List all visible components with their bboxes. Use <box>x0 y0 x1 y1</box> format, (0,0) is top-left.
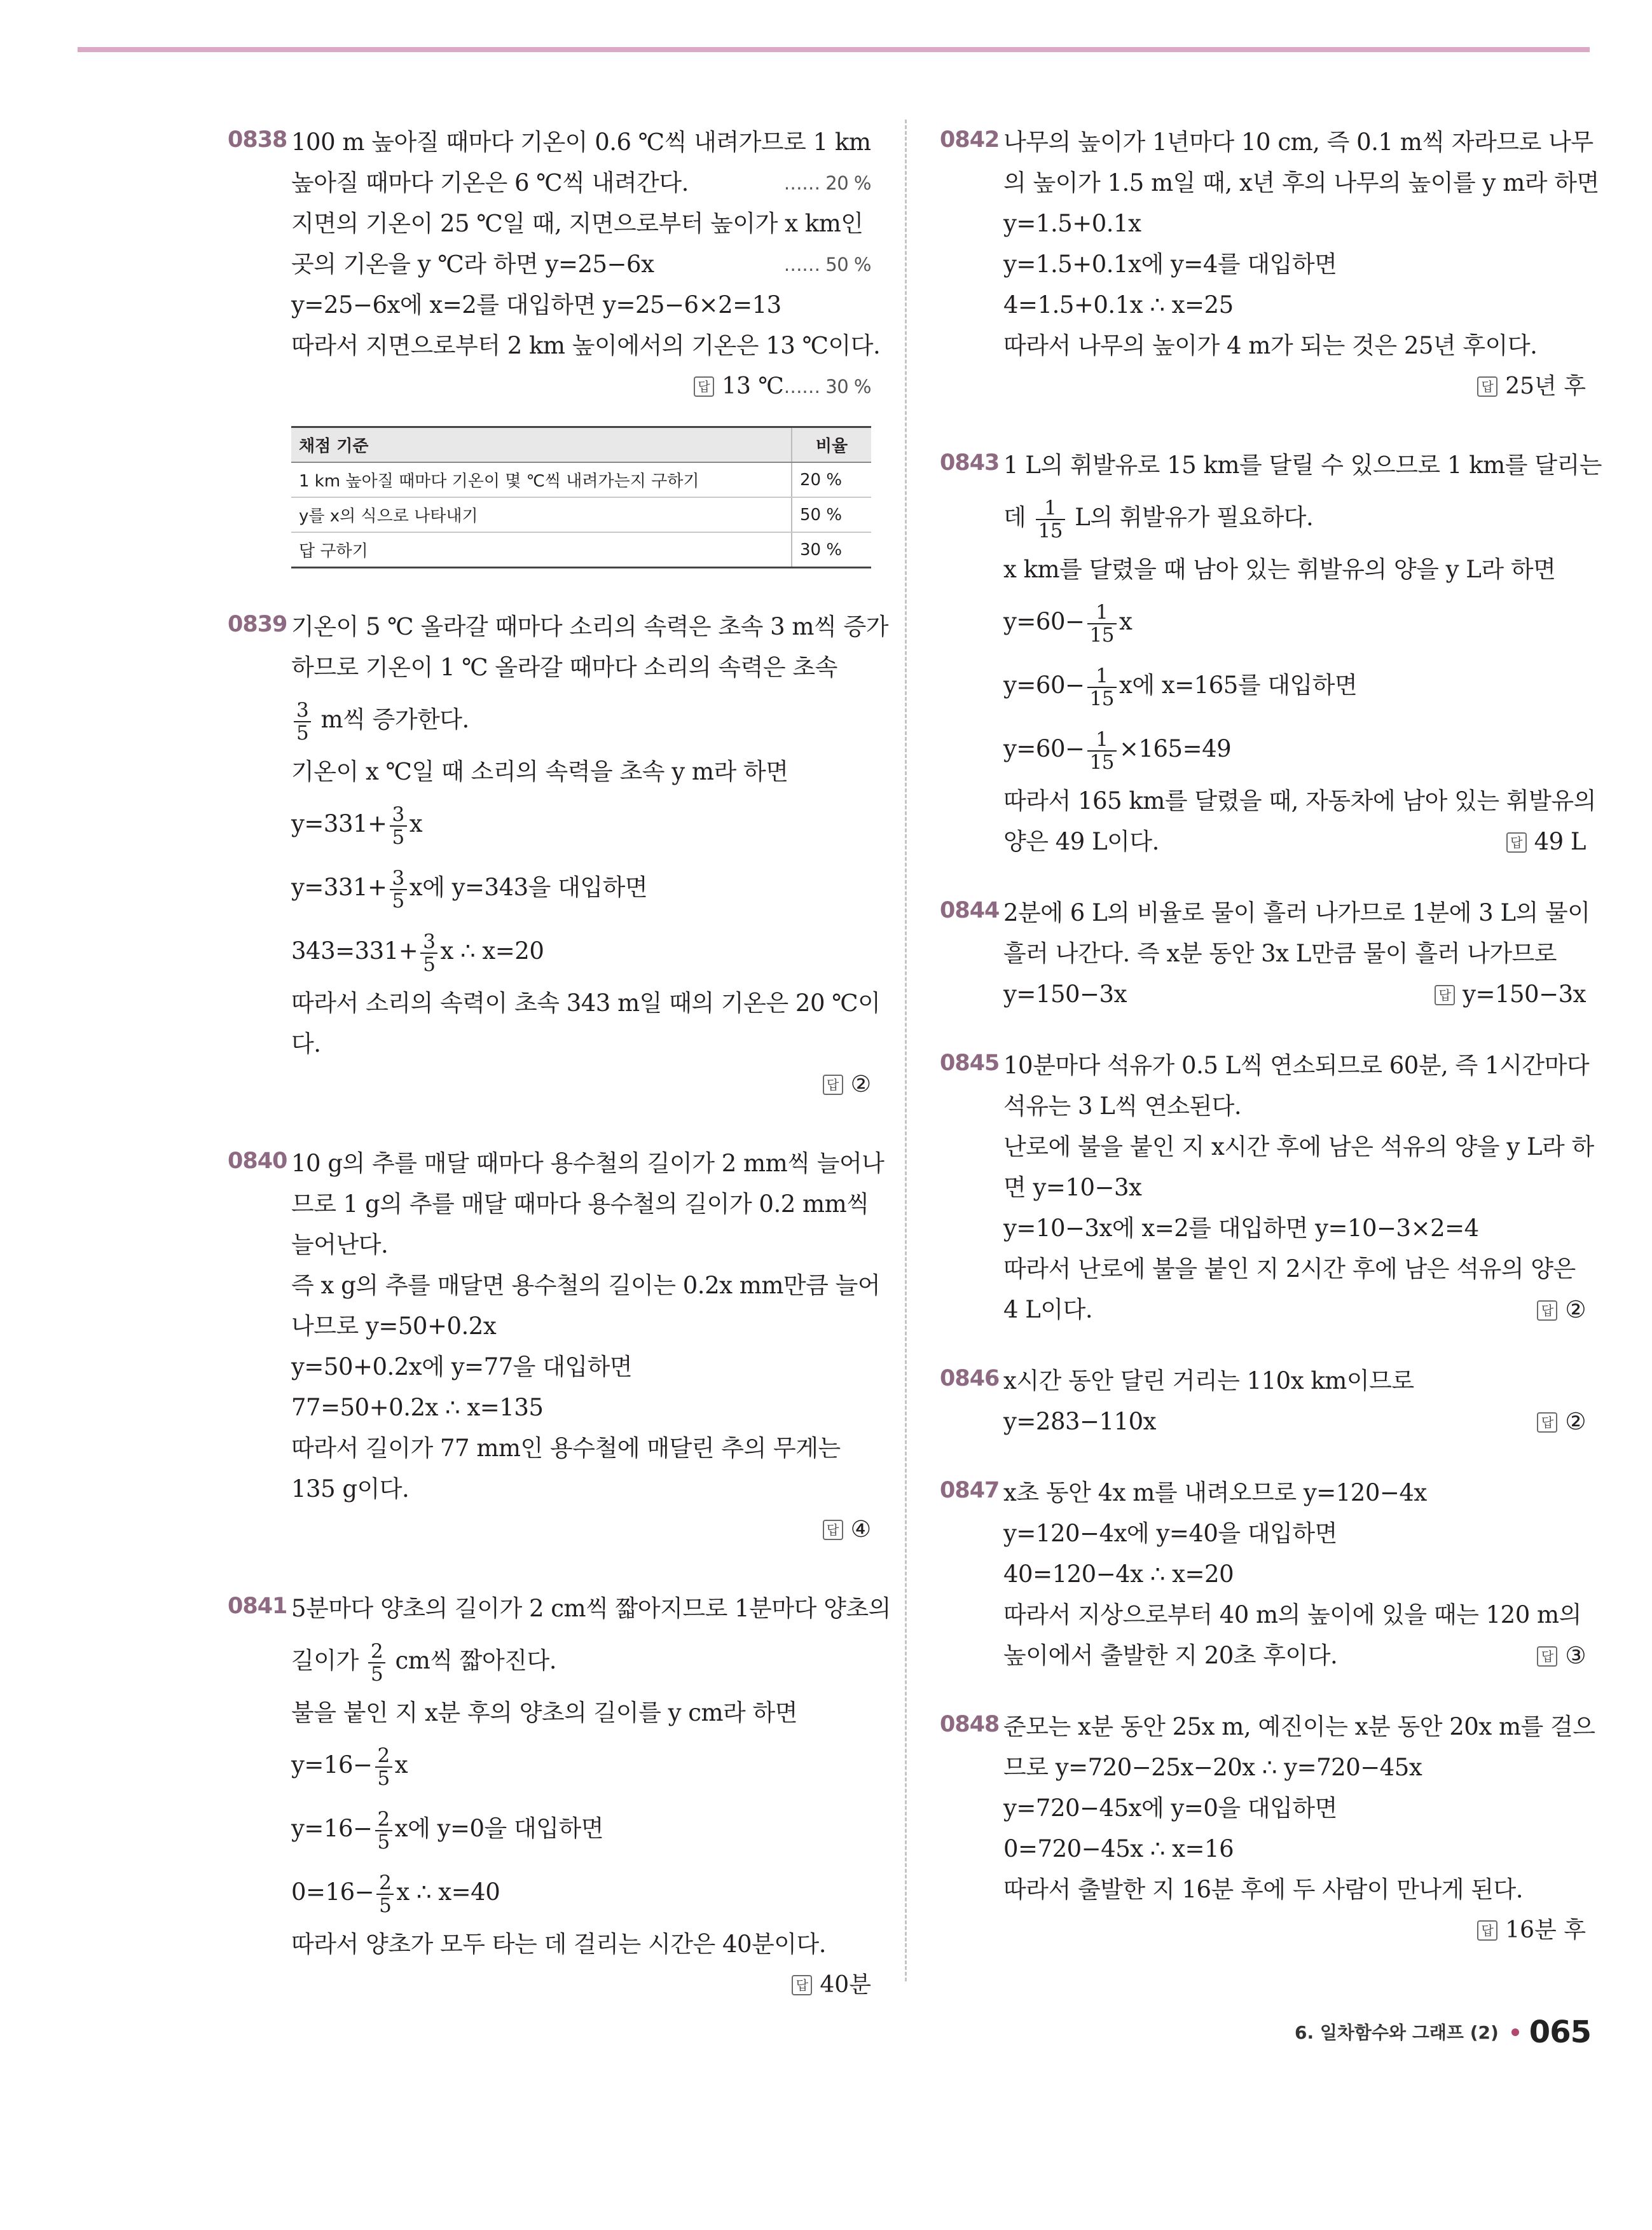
solution-line <box>291 1861 871 1924</box>
solution-line <box>291 752 871 792</box>
solution-line <box>291 203 871 244</box>
expr-pre: y=16− <box>291 1815 373 1842</box>
solution-line <box>1003 1401 1586 1442</box>
problem-spacer <box>940 862 1586 893</box>
answer-value: 16분 후 <box>1505 1917 1586 1943</box>
problem-0843 <box>940 445 1602 862</box>
line-text: 따라서 소리의 속력이 초속 343 m일 때의 기온은 20 ℃이 <box>291 989 881 1017</box>
problem-spacer <box>940 1330 1586 1361</box>
solution-line <box>291 1387 871 1428</box>
problem-0840 <box>228 1143 885 1550</box>
expr-post: x <box>1119 608 1132 635</box>
solution-line <box>1003 549 1586 590</box>
line-text: 77=50+0.2x ∴ x=135 <box>291 1394 544 1421</box>
fraction-denominator: 5 <box>392 889 404 912</box>
line-text: 난로에 불을 붙인 지 x시간 후에 남은 석유의 양을 y L라 하 <box>1003 1133 1594 1160</box>
solution-line <box>1003 1045 1590 1086</box>
solution-line <box>291 285 871 326</box>
solution-line <box>1003 1208 1586 1249</box>
fraction <box>368 1641 385 1685</box>
solution-line <box>1003 1127 1594 1167</box>
fraction <box>1087 602 1117 646</box>
line-text: 2분에 6 L의 비율로 물이 흘러 나가므로 1분에 3 L의 물이 <box>1003 899 1590 926</box>
expr-post: x <box>394 1751 408 1779</box>
line-text: 따라서 길이가 77 mm인 용수철에 매달린 추의 무게는 <box>291 1435 841 1462</box>
solution-line <box>1003 1747 1586 1788</box>
line-text: 지면의 기온이 25 ℃일 때, 지면으로부터 높이가 x km인 <box>291 210 864 237</box>
solution-line <box>291 856 871 919</box>
line-text: 다. <box>291 1030 321 1057</box>
solution-line <box>291 1428 871 1469</box>
problem-0838 <box>228 122 881 568</box>
fraction-numerator: 2 <box>375 1745 392 1768</box>
solution-line <box>1003 1086 1586 1127</box>
left-column <box>228 122 891 2006</box>
answer <box>1537 1635 1586 1676</box>
line-text: 기온이 5 ℃ 올라갈 때마다 소리의 속력은 초속 3 m씩 증가 <box>291 613 889 640</box>
grading-cell: 20 % <box>792 462 871 497</box>
line-text: y=50+0.2x에 y=77을 대입하면 <box>291 1353 633 1380</box>
problem-spacer <box>940 1676 1586 1707</box>
problem-0845 <box>940 1045 1594 1330</box>
solution-line <box>1003 822 1586 862</box>
answer <box>1537 1401 1586 1442</box>
score-percent: …… 50 % <box>783 254 871 275</box>
grading-table-header <box>291 427 871 463</box>
fraction-numerator: 1 <box>1036 497 1065 520</box>
expr-pre: 길이가 <box>291 1647 366 1674</box>
table-row <box>291 532 871 568</box>
fraction-numerator: 1 <box>1087 729 1117 752</box>
solution-line <box>1003 486 1586 549</box>
problem-number: 0839 <box>228 612 287 637</box>
line-text: y=25−6x에 x=2를 대입하면 y=25−6×2=13 <box>291 291 781 319</box>
table-row <box>291 462 871 497</box>
expr-post: L의 휘발유가 필요하다. <box>1067 504 1314 531</box>
column-divider <box>905 120 907 1981</box>
answer-value: ② <box>850 1071 871 1098</box>
solution-line <box>1003 1554 1586 1595</box>
line-text: 므로 y=720−25x−20x ∴ y=720−45x <box>1003 1754 1422 1781</box>
line-text: 100 m 높아질 때마다 기온이 0.6 ℃씩 내려가므로 1 km <box>291 128 871 156</box>
line-text: 따라서 나무의 높이가 4 m가 되는 것은 25년 후이다. <box>1003 332 1538 359</box>
problem-0844 <box>940 893 1590 1015</box>
line-text: 따라서 165 km를 달렸을 때, 자동차에 남아 있는 휘발유의 <box>1003 787 1596 815</box>
answer-value: 49 L <box>1534 828 1586 855</box>
solution-line <box>1003 1869 1586 1910</box>
answer-mark-icon: 답 <box>1477 1920 1497 1941</box>
answer-mark-icon: 답 <box>792 1975 812 1995</box>
fraction-denominator: 5 <box>296 721 309 745</box>
line-text: 높이에서 출발한 지 20초 후이다. <box>1003 1642 1338 1669</box>
solution-line <box>1003 590 1586 654</box>
grading-table <box>291 426 871 568</box>
fraction-denominator: 5 <box>392 825 404 849</box>
line-text: x시간 동안 달린 거리는 110x km이므로 <box>1003 1367 1414 1394</box>
line-text: 40=120−4x ∴ x=20 <box>1003 1560 1234 1588</box>
line-text: 따라서 출발한 지 16분 후에 두 사람이 만나게 된다. <box>1003 1876 1524 1903</box>
fraction <box>375 1808 392 1853</box>
fraction-numerator: 2 <box>368 1641 385 1663</box>
score-percent: …… 30 % <box>783 376 871 397</box>
answer <box>1003 366 1586 407</box>
answer-value: 25년 후 <box>1505 373 1586 399</box>
line-text: y=1.5+0.1x에 y=4를 대입하면 <box>1003 251 1337 278</box>
answer-mark-icon: 답 <box>1477 376 1497 397</box>
problem-0842 <box>940 122 1599 407</box>
line-text: y=720−45x에 y=0을 대입하면 <box>1003 1794 1337 1822</box>
fraction-numerator: 3 <box>420 931 437 954</box>
expr-pre: y=331+ <box>291 874 387 901</box>
line-text: y=10−3x에 x=2를 대입하면 y=10−3×2=4 <box>1003 1215 1479 1242</box>
answer <box>1003 1910 1586 1951</box>
line-text: 따라서 난로에 불을 붙인 지 2시간 후에 남은 석유의 양은 <box>1003 1255 1576 1283</box>
line-text: y=1.5+0.1x <box>1003 210 1141 237</box>
solution-line <box>1003 1249 1586 1290</box>
fraction-denominator: 15 <box>1089 623 1114 647</box>
solution-line <box>1003 163 1599 203</box>
expr-post: x <box>409 810 423 837</box>
answer-mark-icon: 답 <box>1537 1300 1557 1321</box>
solution-line <box>1003 203 1586 244</box>
fraction-denominator: 15 <box>1038 519 1063 542</box>
page-footer <box>1295 2014 1591 2050</box>
solution-line <box>291 1306 871 1347</box>
fraction-denominator: 15 <box>1089 750 1114 774</box>
problem-number: 0848 <box>940 1712 1000 1737</box>
problem-number: 0847 <box>940 1478 1000 1503</box>
footer-dot-icon <box>1511 2028 1519 2036</box>
answer-mark-icon: 답 <box>1435 985 1455 1005</box>
fraction-denominator: 5 <box>371 1662 383 1686</box>
answer <box>1537 1290 1586 1330</box>
fraction-numerator: 1 <box>1087 665 1117 688</box>
expr-post: cm씩 짧아진다. <box>388 1647 557 1674</box>
problem-spacer <box>940 1015 1586 1045</box>
fraction <box>375 1745 392 1789</box>
line-text: y=150−3x <box>1003 981 1127 1008</box>
right-column <box>940 122 1602 1951</box>
solution-line <box>291 163 871 203</box>
table-row <box>291 497 871 532</box>
grading-header-cell: 비율 <box>792 427 871 463</box>
problem-spacer <box>228 568 871 607</box>
fraction <box>420 931 437 975</box>
fraction-numerator: 2 <box>376 1872 394 1895</box>
expr-post: x에 y=0을 대입하면 <box>394 1815 604 1842</box>
answer-value: ④ <box>850 1517 871 1543</box>
solution-line <box>1003 1595 1586 1635</box>
line-text: 10 g의 추를 매달 때마다 용수철의 길이가 2 mm씩 늘어나 <box>291 1150 885 1177</box>
line-text: y=283−110x <box>1003 1408 1157 1435</box>
solution-line <box>1003 781 1596 822</box>
answer <box>1506 822 1586 862</box>
solution-line <box>1003 717 1586 781</box>
expr-pre: y=60− <box>1003 671 1085 699</box>
line-text: 흘러 나간다. 즉 x분 동안 3x L만큼 물이 흘러 나가므로 <box>1003 940 1557 967</box>
fraction-denominator: 15 <box>1089 687 1114 710</box>
fraction <box>390 867 407 912</box>
answer-mark-icon: 답 <box>1537 1412 1557 1433</box>
solution-line <box>291 688 871 752</box>
line-text: 기온이 x ℃일 때 소리의 속력을 초속 y m라 하면 <box>291 758 788 785</box>
solution-line <box>291 647 871 688</box>
line-text: 므로 1 g의 추를 매달 때마다 용수철의 길이가 0.2 mm씩 <box>291 1190 869 1218</box>
grading-cell: 답 구하기 <box>291 532 792 568</box>
solution-line <box>1003 1361 1586 1401</box>
solution-line <box>1003 1473 1586 1513</box>
solution-line <box>291 919 871 983</box>
line-text: 1 L의 휘발유로 15 km를 달릴 수 있으므로 1 km를 달리는 <box>1003 451 1602 479</box>
expr-post: x ∴ x=20 <box>440 937 544 965</box>
answer-value: ② <box>1565 1408 1586 1435</box>
expr-post: ×165=49 <box>1119 735 1232 762</box>
answer-value: ③ <box>1565 1642 1586 1669</box>
problem-number: 0840 <box>228 1148 287 1174</box>
problem-spacer <box>940 407 1586 445</box>
expr-post: m씩 증가한다. <box>313 706 469 733</box>
solution-line <box>1003 933 1586 974</box>
line-text: 135 g이다. <box>291 1475 410 1503</box>
fraction-denominator: 5 <box>423 953 436 976</box>
solution-line <box>291 1924 871 1965</box>
solution-line <box>1003 244 1586 285</box>
top-accent-bar <box>78 47 1590 52</box>
problem-spacer <box>940 1442 1586 1473</box>
solution-line <box>291 1733 871 1797</box>
line-text: 높아질 때마다 기온은 6 ℃씩 내려간다. <box>291 169 689 196</box>
line-text: 즉 x g의 추를 매달면 용수철의 길이는 0.2x mm만큼 늘어 <box>291 1272 881 1299</box>
grading-cell: 50 % <box>792 497 871 532</box>
answer-mark-icon: 답 <box>823 1520 843 1540</box>
problem-number: 0844 <box>940 898 1000 923</box>
solution-line <box>1003 1635 1586 1676</box>
grading-header-cell: 채점 기준 <box>291 427 792 463</box>
solution-line <box>1003 285 1586 326</box>
solution-line <box>291 1184 871 1225</box>
solution-line <box>291 122 871 163</box>
line-text: 4 L이다. <box>1003 1296 1093 1323</box>
fraction <box>294 699 311 744</box>
answer-value: ② <box>1565 1296 1586 1323</box>
line-text: 나므로 y=50+0.2x <box>291 1312 497 1340</box>
solution-line <box>1003 1788 1586 1829</box>
solution-line <box>1003 445 1602 486</box>
answer-value: 40분 <box>820 1972 871 1998</box>
grading-cell: 1 km 높아질 때마다 기온이 몇 ℃씩 내려가는지 구하기 <box>291 462 792 497</box>
expr-pre: 데 <box>1003 504 1033 531</box>
solution-line <box>1003 1707 1595 1747</box>
page-number: 065 <box>1529 2014 1591 2050</box>
grading-cell: y를 x의 식으로 나타내기 <box>291 497 792 532</box>
score-percent: …… 20 % <box>783 172 871 194</box>
answer-value: 13 ℃ <box>722 373 784 399</box>
solution-line <box>291 1024 871 1064</box>
fraction <box>1036 497 1065 542</box>
answer-value: y=150−3x <box>1463 981 1586 1008</box>
problem-number: 0838 <box>228 127 287 153</box>
fraction <box>376 1872 394 1917</box>
answer-mark-icon: 답 <box>1506 832 1527 853</box>
solution-line <box>1003 326 1586 366</box>
solution-line <box>291 1347 871 1387</box>
answer-mark-icon: 답 <box>1537 1646 1557 1667</box>
line-text: 10분마다 석유가 0.5 L씩 연소되므로 60분, 즉 1시간마다 <box>1003 1052 1590 1079</box>
fraction-numerator: 2 <box>375 1808 392 1831</box>
solution-line <box>1003 893 1590 933</box>
line-text: 5분마다 양초의 길이가 2 cm씩 짧아지므로 1분마다 양초의 <box>291 1595 891 1622</box>
solution-line <box>291 1469 871 1510</box>
fraction-denominator: 5 <box>377 1766 390 1790</box>
problem-spacer <box>228 1550 871 1588</box>
expr-pre: y=16− <box>291 1751 373 1779</box>
solution-line <box>1003 1167 1586 1208</box>
expr-post: x에 y=343을 대입하면 <box>409 874 648 901</box>
fraction-numerator: 3 <box>390 867 407 890</box>
problem-0847 <box>940 1473 1586 1676</box>
fraction-numerator: 1 <box>1087 602 1117 624</box>
expr-post: x에 x=165를 대입하면 <box>1119 671 1358 699</box>
solution-line <box>291 1588 891 1629</box>
problem-0841 <box>228 1588 891 2006</box>
line-text: x초 동안 4x m를 내려오므로 y=120−4x <box>1003 1479 1427 1506</box>
fraction-denominator: 5 <box>379 1894 392 1917</box>
solution-line <box>1003 1290 1586 1330</box>
fraction-numerator: 3 <box>390 804 407 827</box>
grading-cell: 30 % <box>792 532 871 568</box>
expr-pre: 0=16− <box>291 1878 375 1906</box>
solution-line <box>291 1629 871 1693</box>
solution-line <box>291 607 889 647</box>
line-text: 따라서 양초가 모두 타는 데 걸리는 시간은 40분이다. <box>291 1931 827 1958</box>
problem-number: 0841 <box>228 1593 287 1619</box>
answer <box>291 1064 871 1105</box>
answer <box>291 1510 871 1550</box>
solution-line <box>291 792 871 856</box>
answer <box>291 1965 871 2006</box>
problem-number: 0843 <box>940 450 1000 476</box>
solution-line <box>1003 654 1586 717</box>
line-text: 늘어난다. <box>291 1231 389 1258</box>
line-text: x km를 달렸을 때 남아 있는 휘발유의 양을 y L라 하면 <box>1003 556 1556 583</box>
problem-number: 0845 <box>940 1050 1000 1076</box>
line-text: 하므로 기온이 1 ℃ 올라갈 때마다 소리의 속력은 초속 <box>291 654 837 681</box>
line-text: 준모는 x분 동안 25x m, 예진이는 x분 동안 20x m를 걸으 <box>1003 1713 1595 1740</box>
fraction <box>1087 729 1117 773</box>
line-text: 석유는 3 L씩 연소된다. <box>1003 1092 1242 1120</box>
fraction-denominator: 5 <box>377 1830 390 1854</box>
solution-line <box>291 244 871 285</box>
solution-line <box>291 1143 885 1184</box>
answer-mark-icon: 답 <box>694 376 714 397</box>
line-text: 0=720−45x ∴ x=16 <box>1003 1835 1234 1862</box>
line-text: 곳의 기온을 y ℃라 하면 y=25−6x <box>291 251 654 278</box>
answer-mark-icon: 답 <box>823 1075 843 1095</box>
line-text: 나무의 높이가 1년마다 10 cm, 즉 0.1 m씩 자라므로 나무 <box>1003 128 1593 156</box>
problem-0846 <box>940 1361 1586 1442</box>
expr-pre: 343=331+ <box>291 937 418 965</box>
solution-line <box>291 983 881 1024</box>
solution-line <box>291 1225 871 1265</box>
line-text: 따라서 지상으로부터 40 m의 높이에 있을 때는 120 m의 <box>1003 1601 1581 1628</box>
footer-section-title: 6. 일차함수와 그래프 (2) <box>1294 2022 1499 2043</box>
expr-pre: y=60− <box>1003 735 1085 762</box>
solution-line <box>1003 122 1593 163</box>
line-text: 불을 붙인 지 x분 후의 양초의 길이를 y cm라 하면 <box>291 1699 798 1726</box>
expr-pre: y=331+ <box>291 810 387 837</box>
line-text: 4=1.5+0.1x ∴ x=25 <box>1003 291 1234 319</box>
solution-line <box>291 1265 881 1306</box>
solution-line <box>1003 1829 1586 1869</box>
solution-line <box>291 1693 871 1733</box>
solution-line <box>1003 974 1586 1015</box>
fraction-numerator: 3 <box>294 699 311 722</box>
fraction <box>390 804 407 848</box>
line-text: 면 y=10−3x <box>1003 1174 1142 1201</box>
problem-0839 <box>228 607 889 1105</box>
line-text: y=120−4x에 y=40을 대입하면 <box>1003 1520 1337 1547</box>
expr-post: x ∴ x=40 <box>396 1878 500 1906</box>
line-text: 양은 49 L이다. <box>1003 828 1159 855</box>
problem-number: 0842 <box>940 127 1000 153</box>
problem-spacer <box>228 1105 871 1143</box>
line-text: 의 높이가 1.5 m일 때, x년 후의 나무의 높이를 y m라 하면 <box>1003 169 1599 196</box>
solution-line <box>291 326 881 366</box>
solution-line <box>1003 1513 1586 1554</box>
solution-line <box>291 1797 871 1861</box>
fraction <box>1087 665 1117 710</box>
expr-pre: y=60− <box>1003 608 1085 635</box>
problem-number: 0846 <box>940 1366 1000 1391</box>
answer <box>1435 974 1586 1015</box>
line-text: 따라서 지면으로부터 2 km 높이에서의 기온은 13 ℃이다. <box>291 332 881 359</box>
problem-0848 <box>940 1707 1595 1951</box>
